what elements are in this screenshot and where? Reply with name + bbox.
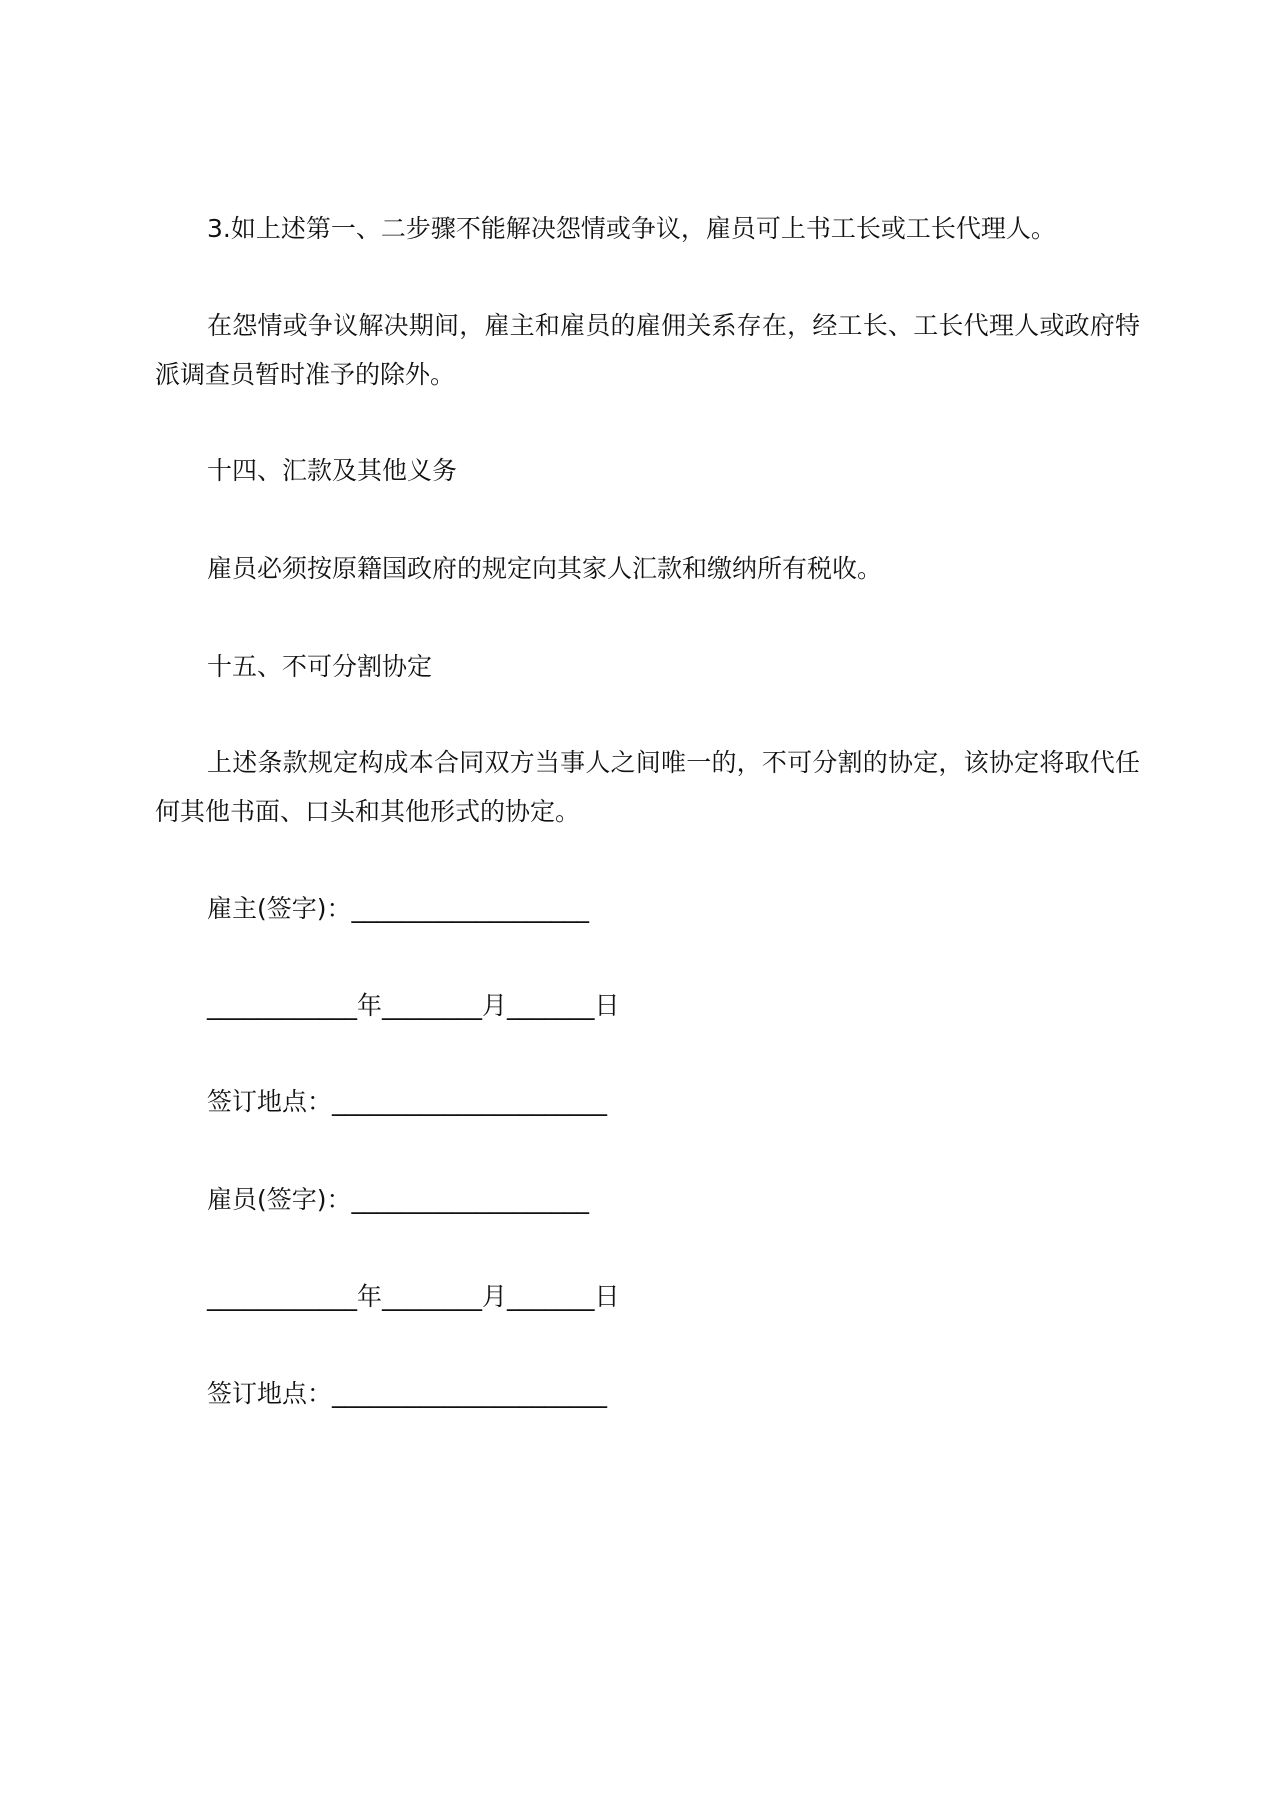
paragraph-entire-agreement: 上述条款规定构成本合同双方当事人之间唯一的，不可分割的协定，该协定将取代任何其他书面、口头和其他形式的协定。 — [155, 748, 1140, 826]
employee-date-line: ____________年________月_______日 — [207, 1282, 620, 1311]
employer-signature-line: 雇主(签字)：___________________ — [207, 894, 590, 923]
section-heading-entire-agreement: 十五、不可分割协定 — [207, 652, 433, 681]
employer-date-line: ____________年________月_______日 — [207, 991, 620, 1020]
paragraph-grievance-period: 在怨情或争议解决期间，雇主和雇员的雇佣关系存在，经工长、工长代理人或政府特派调查员暂时准予的除外。 — [155, 311, 1140, 389]
section-heading-remittance: 十四、汇款及其他义务 — [207, 456, 458, 485]
paragraph-remittance: 雇员必须按原籍国政府的规定向其家人汇款和缴纳所有税收。 — [207, 554, 883, 583]
paragraph-grievance-step3: 3.如上述第一、二步骤不能解决怨情或争议，雇员可上书工长或工长代理人。 — [207, 214, 1056, 243]
employee-signature-line: 雇员(签字)：___________________ — [207, 1185, 590, 1214]
employee-place-line: 签订地点：______________________ — [207, 1379, 608, 1408]
employer-place-line: 签订地点：______________________ — [207, 1087, 608, 1116]
